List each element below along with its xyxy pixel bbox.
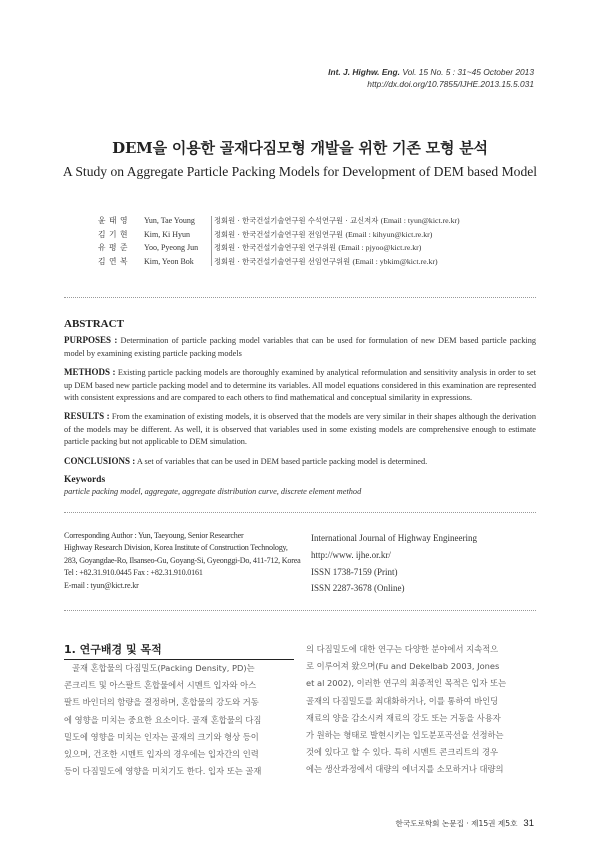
body-line: 있으며, 건조한 시멘트 입자의 경우에는 입자간의 인력 [64,749,259,760]
divider-dotted [64,610,536,611]
conclusions-label: CONCLUSIONS : [64,455,136,466]
author-row [98,214,460,228]
affiliation-text: 정회원 · 한국건설기술연구원 전임연구원 [214,229,344,239]
title-korean: DEM을 이용한 골재다짐모형 개발을 위한 기존 모형 분석 [112,139,488,157]
author-name-en: Kim, Yeon Bok [144,256,194,266]
author-divider [211,216,212,266]
author-affiliation [214,241,421,255]
author-name-ko: 김 연 복 [98,256,129,266]
author-email: (Email : ybkim@kict.re.kr) [352,256,438,266]
abstract-conclusions [64,455,536,468]
author-affiliation [214,228,432,242]
issn-print: ISSN 1738-7159 (Print) [311,566,398,577]
conclusions-text: A set of variables that can be used in DEM based particle packing model is determined. [135,456,428,466]
corr-line: Tel : +82.31.910.0445 Fax : +82.31.910.0161 [64,568,203,578]
corr-line: Corresponding Author : Yun, Taeyoung, Senior Researcher [64,531,244,540]
page-footer [395,818,534,829]
body-line: et al 2002), 이러한 연구의 최종적인 목적은 입자 또는 [306,678,507,689]
abstract-purposes [64,334,536,360]
methods-text: Existing particle packing models are thoroughly examined by analytical reformulation and sensitivity analysis in order to set up DEM based new particle packing model and to determine its variables. All model equations considered in this examination are represented with consistent expressions and are compared to each others to find mathematical and conceptual similarity in expressions. [64,368,536,403]
corresponding-author-block [64,530,304,592]
author-name-ko: 김 기 현 [98,229,129,239]
affiliation-text: 정회원 · 한국건설기술연구원 선임연구위원 [214,256,351,266]
section-heading: 1. 연구배경 및 목적 [64,643,162,656]
purposes-text: Determination of particle packing model variables that can be used for formulation of new DEM based particle packing model by examining existing particle packing models [64,336,536,358]
abstract-methods [64,366,536,404]
abstract-section [64,318,536,499]
affiliation-text: 정회원 · 한국건설기술연구원 연구위원 [214,243,337,252]
keywords-heading: Keywords [64,475,106,486]
results-text: From the examination of existing models, it is observed that the models are very similar in their shapes although the derivation of the models may be different. As well, it is observed that variables used in some existing models are comprehensive enough to estimate particle packing but not applicable to DEM simulation. [64,412,536,447]
journal-info-block [311,530,477,597]
divider-dotted [64,512,536,513]
purposes-label: PURPOSES : [64,335,118,346]
journal-name: International Journal of Highway Engineering [311,533,477,543]
doi-link[interactable]: http://dx.doi.org/10.7855/IJHE.2013.15.5.031 [367,79,534,89]
author-row [98,255,460,269]
author-email: (Email : kihyun@kict.re.kr) [345,229,433,239]
author-name-ko: 윤 태 영 [98,216,129,225]
author-email: (Email : tyun@kict.re.kr) [380,216,460,225]
affiliation-text: 정회원 · 한국건설기술연구원 수석연구원 · 교신저자 [214,216,379,225]
body-line: 것에 있다고 할 수 있다. 특히 시멘트 콘크리트의 경우 [306,747,499,758]
abstract-heading: ABSTRACT [64,318,124,330]
journal-header [328,66,534,90]
author-list [98,214,460,268]
body-line: 팔트 바인더의 함량을 결정하며, 혼합물의 강도와 거동 [64,697,259,708]
body-line: 에 영향을 미치는 중요한 요소이다. 골재 혼합물의 다짐 [64,714,262,725]
author-name-en: Yun, Tae Young [144,216,195,225]
author-affiliation [214,255,438,269]
author-name-en: Yoo, Pyeong Jun [144,243,199,252]
author-row [98,228,460,242]
footer-journal: 한국도로학회 논문집 · 제15권 제5호 [395,819,518,828]
author-row [98,241,460,255]
author-affiliation [214,214,460,228]
volume-info: Vol. 15 No. 5 : 31~45 October 2013 [402,67,534,77]
issn-online: ISSN 2287-3678 (Online) [311,583,405,594]
body-line: 가 원하는 형태로 발현시키는 입도분포곡선을 선정하는 [306,730,504,741]
title-english: A Study on Aggregate Particle Packing Models for Development of DEM based Model [62,164,538,179]
results-label: RESULTS : [64,411,110,422]
body-line: 밀도에 영향을 미치는 인자는 골재의 크기와 형상 등이 [64,731,259,742]
body-line: 재료의 양을 감소시켜 재료의 강도 또는 거동을 사용자 [306,712,501,723]
abstract-results [64,410,536,448]
page-number: 31 [523,818,534,829]
author-name-ko: 유 평 준 [98,243,129,252]
keywords-text: particle packing model, aggregate, aggregate distribution curve, discrete element method [64,487,362,497]
divider-dotted [64,297,536,298]
body-line: 등이 다짐밀도에 영향을 미치기도 한다. 입자 또는 골재 [64,766,262,777]
corr-email: E-mail : tyun@kict.re.kr [64,580,139,590]
methods-label: METHODS : [64,367,116,378]
journal-url[interactable]: http://www. ijhe.or.kr/ [311,549,391,560]
body-column-right [306,641,536,779]
author-name-en: Kim, Ki Hyun [144,229,190,239]
corr-line: 283, Goyangdae-Ro, Ilsanseo-Gu, Goyang-Si, Gyeonggi-Do, 411-712, Korea [64,555,301,565]
body-line: 골재 혼합물의 다짐밀도(Packing Density, PD)는 [72,663,255,673]
author-email: (Email : pjyoo@kict.re.kr) [338,243,422,252]
body-line: 골재의 다짐밀도를 최대화하거나, 이를 통하여 바인딩 [306,695,499,706]
journal-abbrev: Int. J. Highw. Eng. [328,67,400,77]
corr-line: Highway Research Division, Korea Institute of Construction Technology, [64,543,288,553]
body-line: 콘크리트 및 아스팔트 혼합물에서 시멘트 입자와 아스 [64,680,257,691]
body-line: 의 다짐밀도에 대한 연구는 다양한 분야에서 지속적으 [306,644,499,654]
body-column-left [64,660,294,780]
body-line: 로 이루어져 왔으며(Fu and Dekelbab 2003, Jones [306,661,500,672]
body-line: 에는 생산과정에서 대량의 에너지를 소모하거나 대량의 [306,764,504,775]
